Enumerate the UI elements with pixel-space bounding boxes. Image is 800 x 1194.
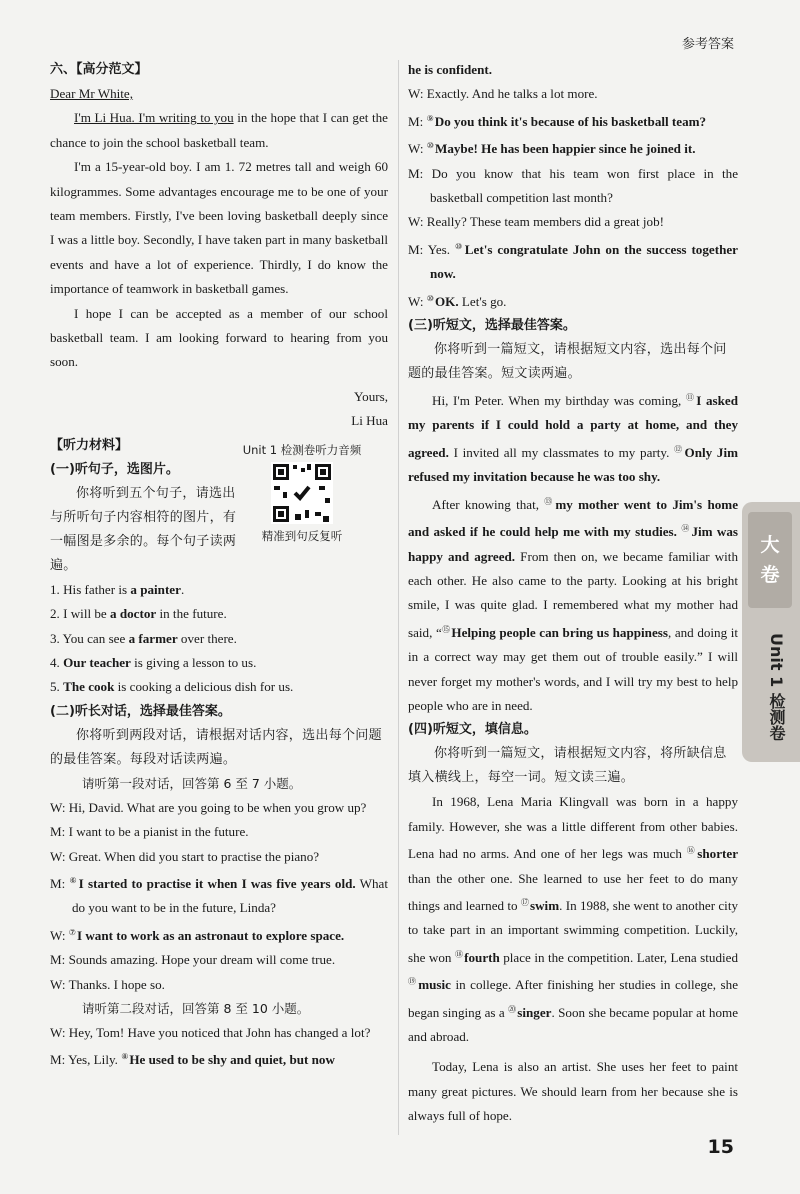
part1-list [50, 578, 388, 700]
part1-instructions: 你将听到五个句子，请选出与所听句子内容相符的图片，有一幅图是多余的。每个句子读两遍。 [50, 485, 237, 573]
list-item: 1. His father is a painter. [50, 581, 185, 597]
right-column [408, 58, 738, 1129]
list-item: 3. You can see a farmer over there. [50, 630, 237, 646]
part2-title: (二)听长对话，选择最佳答案。 [50, 703, 231, 719]
part3-paragraph-2: After knowing that, ⑬my mother went to Jim's home and asked if he could help me with my studies. ⑭Jim was happy and agreed. From then on, we became familiar with each other. He also came to the party. Looking at his bright smile, I was quite glad. I remembered what my mother had said, “⑮Helping people can bring us happiness, and doing it in a correct way may get them out of trouble easily.” I will never forget my mother's words, and I will try my best to help people who are in need. [408, 496, 739, 713]
dialog-line: W: Great. When did you start to practise the piano? [50, 848, 320, 864]
essay-paragraph-2 [50, 155, 388, 301]
page-number: 15 [707, 1136, 734, 1158]
side-tab-badge: 大 卷 [748, 512, 792, 608]
dialog-line: W: ⑦I want to work as an astronaut to explore space. [50, 927, 345, 943]
essay-paragraph-3 [50, 302, 388, 375]
list-item: 4. Our teacher is giving a lesson to us. [50, 654, 257, 670]
essay-closing: Yours, [354, 388, 388, 404]
dialog-line: W: Thanks. I hope so. [50, 976, 165, 992]
dialog-line: W: Exactly. And he talks a lot more. [408, 86, 598, 102]
part3-title: (三)听短文，选择最佳答案。 [408, 318, 576, 334]
qr-block[interactable] [222, 442, 382, 544]
dialog-line: M: Yes. ⑩Let's congratulate John on the success together now. [408, 241, 738, 282]
dialog-line: W: Really? These team members did a great job! [408, 214, 664, 230]
essay-p1-underlined: I'm Li Hua. I'm writing to you [74, 110, 234, 126]
part4-paragraph-2: Today, Lena is also an artist. She uses her feet to paint many great pictures. We should learn from her because she is always full of hope. [408, 1059, 738, 1124]
part3-instructions: 你将听到一篇短文，请根据短文内容，选出每个问题的最佳答案。短文读两遍。 [408, 342, 727, 382]
qr-code-icon[interactable] [271, 462, 333, 524]
dialog-line: W: ⑩OK. Let's go. [408, 293, 507, 309]
side-tab-label: Unit 1 检测卷 [767, 633, 786, 741]
dialog-line: M: Yes, Lily. ⑧He used to be shy and quiet, but now [50, 1052, 335, 1068]
dialog-line: M: I want to be a pianist in the future. [50, 824, 249, 840]
part4-title: (四)听短文，填信息。 [408, 722, 537, 738]
list-item: 5. The cook is cooking a delicious dish for us. [50, 679, 294, 695]
dialog-line: M: ⑥I started to practise it when I was five years old. What do you want to be in the future, Linda? [50, 875, 388, 916]
essay-section-title: 六、【高分范文】 [50, 62, 148, 77]
part4-instructions: 你将听到一篇短文，请根据短文内容，将所缺信息填入横线上，每空一词。短文读三遍。 [408, 746, 727, 786]
listening-title: 【听力材料】 [50, 437, 129, 453]
part4-paragraph-1: In 1968, Lena Maria Klingvall was born in a happy family. However, she was a little different from other babies. Lena had no arms. And one of her legs was much ⑯shorter than the other one. She learned to use her feet to do many things and learned to ⑰swim. In 1988, she went to another city to take part in an important swimming competition. Luckily, she won ⑱fourth place in the competition. Later, Lena studied ⑲music in college. After finishing her studies in college, she began singing as a ⑳singer. Soon she became popular at home and abroad. [408, 794, 739, 1044]
dialog-line: M: Sounds amazing. Hope your dream will come true. [50, 952, 336, 968]
dialog2-intro: 请听第二段对话，回答第 8 至 10 小题。 [82, 1000, 310, 1016]
column-divider [398, 60, 399, 1135]
dialog1-intro: 请听第一段对话，回答第 6 至 7 小题。 [82, 775, 302, 791]
dialog-line: W: Hi, David. What are you going to be when you grow up? [50, 799, 367, 815]
essay-signature: Li Hua [351, 413, 388, 429]
part3-paragraph-1: Hi, I'm Peter. When my birthday was coming, ⑪I asked my parents if I could hold a party at home, and they agreed. I invited all my classmates to my party. ⑫Only Jim refused my invitation because he was too shy. [408, 393, 739, 485]
page-header: 参考答案 [681, 37, 734, 52]
dialog-line: M: Do you know that his team won first place in the basketball competition last month? [408, 165, 738, 206]
essay-p3-text: I hope I can be accepted as a member of our school basketball team. I am looking forward to hearing from you soon. [50, 305, 388, 370]
qr-caption-bottom: 精准到句反复听 [261, 529, 343, 543]
list-item: 2. I will be a doctor in the future. [50, 606, 227, 622]
side-tab [742, 502, 800, 762]
essay-paragraph-1 [50, 106, 388, 155]
dialog-line: he is confident. [408, 62, 493, 77]
essay-salutation: Dear Mr White, [50, 86, 134, 101]
part1-title: (一)听句子，选图片。 [50, 461, 179, 477]
essay-p1-rest: in the hope that I can get the chance to join the school basketball team. [50, 110, 388, 150]
left-column [50, 58, 388, 1073]
dialog-line: W: ⑩Maybe! He has been happier since he joined it. [408, 141, 696, 157]
dialog-line: M: ⑨Do you think it's because of his basketball team? [408, 113, 707, 129]
essay-p2-text: I'm a 15-year-old boy. I am 1. 72 metres tall and weigh 60 kilogrammes. Some advantages encourage me to be one of your team members. Firstly, I've been loving basketball deeply since I was a little boy. Secondly, I have taken part in many basketball events and have a lot of experience. Thirdly, I do know the importance of teamwork in basketball games. [50, 159, 388, 297]
part2-instructions: 你将听到两段对话，请根据对话内容，选出每个问题的最佳答案。每段对话读两遍。 [50, 727, 382, 767]
dialog-line: W: Hey, Tom! Have you noticed that John has changed a lot? [50, 1024, 371, 1040]
qr-caption-top: Unit 1 检测卷听力音频 [242, 443, 362, 457]
